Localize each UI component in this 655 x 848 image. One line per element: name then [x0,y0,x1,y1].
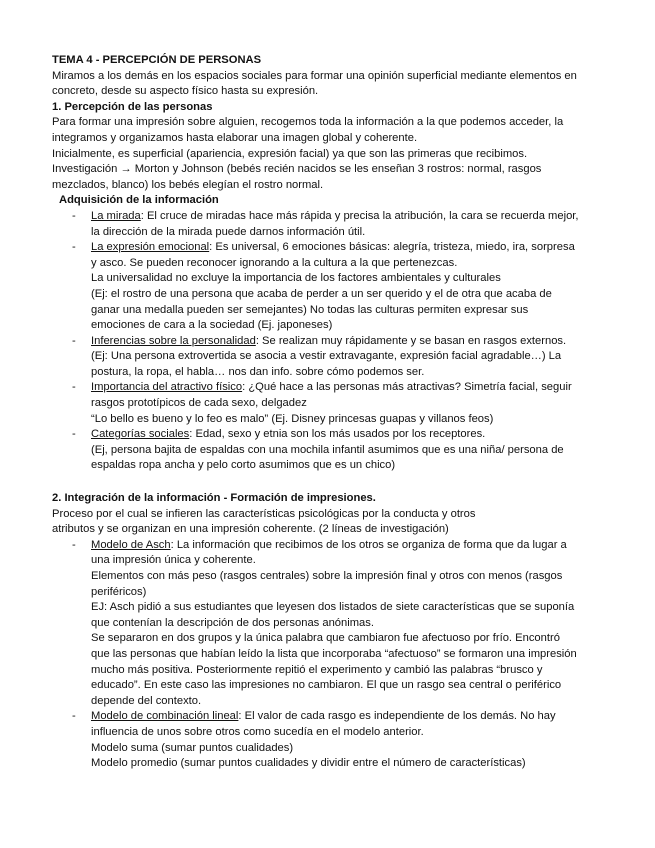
item-line: ganar una medalla pueden ser semejantes) No todas las culturas permiten expresar sus [91,303,529,316]
list-item [52,240,612,334]
bullet-dash: - [72,428,76,441]
item-line: emociones de cara a la sociedad (Ej. japoneses) [91,319,333,332]
list-item [52,427,612,474]
list-item [52,380,612,427]
item-first-line [91,240,612,256]
item-line: Modelo suma (sumar puntos cualidades) [91,741,294,754]
item-line: Se separaron en dos grupos y la única palabra que cambiaron fue afectuoso por frío. Encontró [91,632,560,645]
bullet-dash: - [72,241,76,254]
item-description: : Edad, sexo y etnia son los más usados por los receptores. [189,428,486,441]
section-1-heading: 1. Percepción de las personas [52,100,213,113]
item-term: La expresión emocional [91,241,210,254]
bullet-dash: - [72,538,76,551]
item-description: : La información que recibimos de los otros se organiza de forma que da lugar a [170,538,567,551]
list-item [52,709,612,771]
item-first-line [91,538,612,554]
list-item [52,334,612,381]
item-line: que contenían la descripción de dos personas anónimas. [91,616,374,629]
item-term: Importancia del atractivo físico [91,381,243,394]
item-line: y asco. Se pueden reconocer ignorando a la cultura a la que pertenezcas. [91,256,458,269]
paragraph-line: Para formar una impresión sobre alguien, recogemos toda la información a la que podemos acceder, la [52,116,564,129]
section-spacer [52,474,612,491]
bullet-dash: - [72,334,76,347]
section-1-paragraph [52,115,612,193]
section-2-heading: 2. Integración de la información - Formación de impresiones. [52,492,376,505]
item-line: la dirección de la mirada puede darnos información útil. [91,225,366,238]
item-line: Modelo promedio (sumar puntos cualidades y dividir entre el número de características) [91,757,526,770]
item-first-line [91,709,612,725]
item-term: La mirada [91,209,141,222]
item-line: Elementos con más peso (rasgos centrales) sobre la impresión final y otros con menos (rasgos [91,570,563,582]
bullet-dash: - [72,209,76,222]
section-2-paragraph [52,507,612,538]
list-item [52,209,612,240]
item-line: una impresión única y coherente. [91,554,256,567]
paragraph-line: Investigación → Morton y Johnson (bebés recién nacidos se les enseñan 3 rostros: normal, rasgos [52,163,542,176]
item-term: Modelo de combinación lineal [91,710,239,723]
bullet-dash: - [72,381,76,394]
item-first-line [91,380,612,396]
item-line: postura, la ropa, el habla… nos dan info. sobre cómo podemos ser. [91,365,425,378]
item-first-line [91,427,612,443]
item-line: influencia de unos sobre otros como sucedía en el modelo anterior. [91,725,424,738]
item-line: (Ej: Una persona extrovertida se asocia a vestir extravagante, expresión facial agradable…) La [91,350,562,363]
section-1-subheading: Adquisición de la información [59,194,219,207]
item-line: periféricos) [91,585,147,598]
document-page [52,53,612,772]
item-description: : El valor de cada rasgo es independiente de los demás. No hay [238,710,556,723]
item-line: (Ej, persona bajita de espaldas con una mochila infantil asumimos que es una niña/ persona de [91,443,564,456]
item-line: rasgos prototípicos de cada sexo, delgadez [91,397,307,410]
section-1-list [52,209,612,474]
bullet-dash: - [72,710,76,723]
item-first-line [91,334,612,350]
item-line: “Lo bello es bueno y lo feo es malo” (Ej. Disney princesas guapas y villanos feos) [91,412,494,425]
paragraph-line: Inicialmente, es superficial (apariencia, expresión facial) ya que son las primeras que recibimos. [52,147,528,160]
paragraph-line: integramos y organizamos hasta elaborar una imagen global y coherente. [52,131,418,144]
item-line: educado”. En este caso las impresiones no cambiaron. El que un rasgo sea central o periférico [91,679,562,692]
item-description: : Es universal, 6 emociones básicas: alegría, tristeza, miedo, ira, sorpresa [209,241,575,254]
item-line: (Ej: el rostro de una persona que acaba de perder a un ser querido y el de otra que acaba de [91,287,552,300]
item-first-line [91,209,612,225]
paragraph-line: mezclados, blanco) los bebés elegían el rostro normal. [52,178,324,191]
item-line: espaldas ropa ancha y pelo corto asumimos que es un chico) [91,459,396,472]
document-title: TEMA 4 - PERCEPCIÓN DE PERSONAS [52,54,262,66]
item-line: mucho más positiva. Posteriormente repitió el experimento y cambió las palabras “brusco y [91,663,543,676]
paragraph-line: atributos y se organizan en una impresión coherente. (2 líneas de investigación) [52,523,449,536]
list-item [52,538,612,710]
intro-line: concreto, desde su aspecto físico hasta su expresión. [52,85,319,98]
intro-paragraph [52,69,612,100]
item-description: : ¿Qué hace a las personas más atractivas? Simetría facial, seguir [242,381,572,394]
intro-line: Miramos a los demás en los espacios sociales para formar una opinión superficial mediante elementos en [52,69,577,82]
item-line: EJ: Asch pidió a sus estudiantes que leyesen dos listados de siete características que se suponía [91,601,575,614]
paragraph-line: Proceso por el cual se infieren las características psicológicas por la conducta y otros [52,507,476,520]
item-description: : Se realizan muy rápidamente y se basan en rasgos externos. [255,334,567,347]
section-2-list [52,538,612,772]
item-term: Modelo de Asch [91,538,171,551]
item-term: Inferencias sobre la personalidad [91,334,256,347]
item-line: que las personas que habían leído la lista que incorporaba “afectuoso” se formaron una impresión [91,647,577,660]
item-term: Categorías sociales [91,428,190,441]
item-line: La universalidad no excluye la importancia de los factores ambientales y culturales [91,272,501,285]
item-description: : El cruce de miradas hace más rápida y precisa la atribución, la cara se recuerda mejor, [140,209,579,222]
item-line: depende del contexto. [91,694,202,707]
